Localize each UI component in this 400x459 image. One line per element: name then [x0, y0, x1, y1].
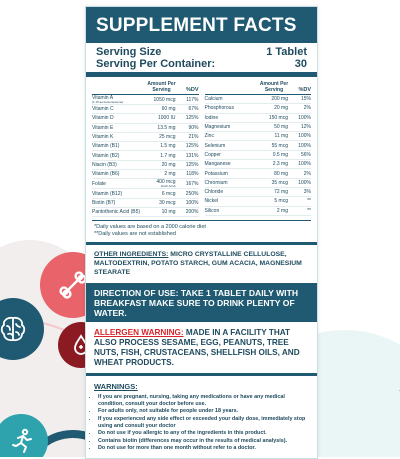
nutrient-amount: 1000 IU — [157, 115, 176, 122]
nutrient-amount: 2 mg — [164, 171, 176, 178]
nutrient-dv: 90% — [188, 124, 199, 131]
nutrient-row — [92, 105, 199, 114]
warning-item: • Do not use for more than one month without refer to a doctor. — [98, 445, 309, 452]
nutrient-dv: 125% — [185, 161, 199, 168]
nutrient-row — [92, 170, 199, 179]
header-dv: %DV — [185, 86, 199, 93]
nutrient-name: Magnesium — [204, 124, 231, 131]
nutrient-name-cell — [92, 200, 145, 206]
nutrient-name: Folate — [92, 180, 106, 187]
nutrient-name: Chloride — [204, 189, 224, 196]
nutrient-row — [92, 199, 199, 208]
nutrient-amount-cell — [257, 161, 291, 167]
nutrient-dv: 56% — [300, 151, 311, 158]
other-ingredients-label: OTHER INGREDIENTS: — [94, 251, 169, 259]
nutrient-row — [92, 124, 199, 133]
nutrient-dv: 200% — [185, 209, 199, 216]
nutrient-dv: 2% — [303, 170, 311, 177]
nutrient-name: Vitamin (B1) — [92, 143, 120, 150]
nutrient-amount: 80 mg — [274, 170, 288, 177]
nutrient-amount-cell — [257, 115, 291, 121]
nutrient-amount-cell — [257, 171, 291, 177]
footnotes — [92, 220, 311, 238]
nutrient-dv: 2% — [303, 105, 311, 112]
nutrient-row — [92, 208, 199, 217]
nutrient-name: Vitamin C — [92, 106, 114, 113]
nutrient-name: Chromium — [204, 179, 228, 186]
nutrient-amount-cell — [257, 105, 291, 111]
nutrient-name-cell — [92, 153, 145, 159]
label-title: SUPPLEMENT FACTS — [86, 7, 317, 43]
nutrient-row — [205, 104, 312, 113]
header-dv: %DV — [298, 86, 311, 93]
nutrient-name: Vitamin D — [92, 115, 114, 122]
nutrient-row — [205, 197, 312, 206]
nutrient-amount-cell — [145, 134, 179, 140]
nutrient-row — [92, 189, 199, 198]
other-ingredients-text: MICRO CRYSTALLINE CELLULOSE, MALTODEXTRIN, POTATO STARCH, GUM ACACIA, MAGNESIUM STEARATE — [94, 251, 302, 277]
nutrient-amount: 150 mcg — [268, 114, 288, 121]
nutrient-dv: 125% — [185, 143, 199, 150]
nutrient-column-left — [92, 79, 199, 217]
nutrient-name-cell — [205, 161, 258, 167]
serving-size-row — [86, 43, 317, 58]
nutrient-dv: 100% — [298, 114, 311, 121]
nutrient-name-cell — [205, 143, 258, 149]
nutrient-row — [92, 151, 199, 160]
nutrient-name-cell — [92, 115, 145, 121]
footnote-daily-values: *Daily values are based on a 2000 calorie diet — [94, 224, 206, 231]
nutrient-row — [205, 160, 312, 169]
nutrient-dv: 118% — [186, 171, 199, 178]
nutrient-row — [205, 179, 312, 188]
nutrient-dv: 100% — [185, 199, 199, 206]
nutrient-amount: 10 mg — [161, 209, 176, 216]
nutrient-name: Nickel — [204, 198, 219, 205]
nutrient-name-cell — [205, 124, 258, 130]
nutrient-dv: 100% — [298, 142, 311, 149]
nutrient-name: Vitamin (B6) — [92, 171, 120, 178]
nutrient-name: Silicon — [204, 207, 220, 214]
nutrient-amount: 55 mcg — [271, 142, 288, 149]
nutrient-amount: 1.7 mg — [160, 152, 176, 159]
nutrient-amount-cell — [257, 189, 291, 195]
nutrient-name: Manganese — [204, 161, 231, 168]
nutrient-dv: ** — [307, 198, 311, 205]
nutrient-amount: 2 mg — [276, 207, 288, 214]
nutrient-amount: 30 mcg — [159, 199, 176, 206]
nutrient-dv: 117% — [186, 96, 199, 103]
nutrient-name: Selenium — [204, 142, 226, 149]
nutrient-name: Vitamin A — [92, 95, 114, 101]
warnings-title: WARNINGS: — [94, 382, 138, 392]
nutrient-row — [205, 123, 312, 132]
nutrient-amount: 60 mg — [161, 106, 176, 113]
nutrient-row — [205, 114, 312, 123]
nutrient-dv: 131% — [185, 152, 199, 159]
allergen-warning-label: ALLERGEN WARNING: — [94, 328, 184, 338]
nutrient-row — [92, 142, 199, 151]
nutrient-name: Biotin (B7) — [92, 199, 116, 206]
nutrient-amount: 11 mg — [274, 133, 288, 140]
nutrient-dv: 3% — [303, 189, 311, 196]
nutrient-amount: 1.5 mg — [160, 143, 176, 150]
nutrient-name: Copper — [204, 151, 221, 158]
nutrient-columns — [86, 77, 317, 217]
nutrient-subnote: (Folic Acid) — [160, 184, 176, 189]
nutrient-row — [205, 95, 312, 104]
nutrient-name-cell — [92, 143, 145, 149]
nutrient-amount-cell — [145, 191, 179, 197]
nutrient-name-cell — [205, 105, 258, 111]
nutrient-row — [205, 169, 312, 178]
nutrient-dv: 167% — [185, 180, 199, 187]
nutrient-amount-cell — [145, 143, 179, 149]
nutrient-amount-cell — [145, 97, 179, 103]
nutrient-name-cell — [92, 162, 145, 168]
nutrient-amount: 5 mcg — [274, 198, 288, 205]
nutrient-name-cell — [205, 198, 258, 204]
nutrient-row — [205, 141, 312, 150]
allergen-warning-text: MADE IN A FACILITY THAT ALSO PROCESS SESAME, EGG, PEANUTS, TREE NUTS, FISH, CRUSTACEANS, SHELLFISH OILS, AND WHEAT PRODUCTS. — [94, 328, 300, 368]
nutrient-amount-cell — [257, 143, 291, 149]
nutrient-amount: 200 mg — [271, 96, 288, 103]
nutrient-amount-cell — [145, 162, 179, 168]
servings-per-container-value: 30 — [294, 58, 307, 70]
nutrient-name: Vitamin E — [92, 124, 114, 131]
nutrient-dv: 21% — [188, 134, 199, 141]
nutrient-dv: ** — [307, 207, 311, 214]
servings-per-container-label: Serving Per Container: — [96, 58, 216, 70]
nutrient-name-cell — [205, 96, 258, 102]
nutrient-amount-cell — [145, 115, 179, 121]
nutrient-name-cell — [205, 152, 258, 158]
nutrient-name: Pantothenic Acid (B5) — [92, 209, 141, 216]
nutrient-name-cell — [92, 106, 145, 112]
nutrient-amount-cell — [145, 153, 179, 159]
nutrient-name: Vitamin K — [92, 134, 114, 141]
nutrient-amount-cell — [257, 180, 291, 186]
warning-item: • If you experienced any side effect or exceeded your daily dose, immediately stop using and consult your doctor — [98, 416, 309, 429]
warning-item: • Do not use if you allergic to any of the ingredients in this product. — [98, 430, 309, 437]
nutrient-name-cell — [205, 115, 258, 121]
column-header — [92, 79, 199, 95]
warning-item: • For adults only, not suitable for people under 18 years. — [98, 408, 309, 415]
nutrient-amount-cell — [257, 198, 291, 204]
nutrient-name-cell — [92, 209, 145, 215]
nutrient-name: Iodine — [204, 114, 219, 121]
nutrient-row — [92, 161, 199, 170]
nutrient-subnote: (1.15 as beta-carotene) — [92, 100, 124, 104]
serving-size-label: Serving Size — [96, 46, 162, 58]
nutrient-name: Phosphorous — [204, 105, 234, 112]
nutrient-amount: 25 mcg — [159, 134, 176, 141]
header-amount: Amount Per Serving — [147, 81, 176, 93]
nutrient-name: Zinc — [204, 133, 214, 140]
footnote-not-established: **Daily values are not established — [94, 231, 176, 238]
nutrient-name-cell — [92, 191, 145, 197]
nutrient-name-cell — [92, 171, 145, 177]
allergen-warning — [86, 322, 317, 376]
nutrient-amount: 35 mcg — [271, 179, 288, 186]
nutrient-row — [92, 133, 199, 142]
serving-size-value: 1 Tablet — [266, 46, 307, 58]
nutrient-row — [205, 151, 312, 160]
nutrient-row — [205, 207, 312, 216]
nutrient-amount: 20 mg — [274, 105, 288, 112]
nutrient-amount-cell — [145, 106, 179, 112]
nutrient-name: Niacin (B3) — [92, 161, 117, 168]
nutrient-amount-cell — [145, 209, 179, 215]
nutrient-amount-cell — [257, 124, 291, 130]
nutrient-name-cell — [205, 133, 258, 139]
nutrient-name: Potassium — [204, 170, 228, 177]
nutrient-amount: 6 mcg — [161, 190, 176, 197]
warning-item: • If you are pregnant, nursing, taking any medications or have any medical condition, consult your doctor before use. — [98, 394, 309, 407]
nutrient-dv: 100% — [298, 133, 311, 140]
nutrient-amount: 1050 mcg — [153, 96, 176, 103]
nutrient-row — [205, 132, 312, 141]
nutrient-row — [92, 95, 199, 105]
nutrient-name: Calcium — [204, 96, 223, 103]
warning-item: • Contains biotin (differences may occur in the results of medical analysis). — [98, 438, 309, 445]
nutrient-name-cell — [92, 181, 145, 187]
nutrient-name: Vitamin (B12) — [92, 190, 123, 197]
other-ingredients — [86, 242, 317, 277]
nutrient-amount: 50 mg — [274, 124, 288, 131]
nutrient-name-cell — [92, 134, 145, 140]
nutrient-row — [205, 188, 312, 197]
nutrient-dv: 67% — [188, 106, 199, 113]
nutrient-name-cell — [205, 171, 258, 177]
nutrient-amount: 13.5 mg — [157, 124, 176, 131]
warnings-list — [86, 394, 317, 452]
nutrient-amount: 400 mcg — [156, 179, 176, 186]
nutrient-dv: 15% — [300, 96, 311, 103]
nutrient-amount: 72 mg — [274, 189, 288, 196]
nutrient-row — [92, 179, 199, 189]
nutrient-name: Vitamin (B2) — [92, 152, 120, 159]
nutrient-amount-cell — [257, 133, 291, 139]
nutrient-amount-cell — [257, 208, 291, 214]
nutrient-amount: 2.3 mg — [272, 161, 288, 168]
nutrient-dv: 100% — [298, 161, 311, 168]
nutrient-name-cell — [205, 208, 258, 214]
nutrient-row — [92, 114, 199, 123]
nutrient-dv: 100% — [298, 179, 311, 186]
header-amount: Amount Per Serving — [259, 81, 289, 93]
nutrient-amount: 20 mg — [161, 161, 176, 168]
nutrient-amount-cell — [257, 152, 291, 158]
servings-per-container-row — [86, 58, 317, 70]
nutrient-amount-cell — [145, 125, 179, 131]
nutrient-amount-cell — [145, 179, 179, 188]
nutrient-amount-cell — [145, 171, 179, 177]
nutrient-dv: 125% — [185, 115, 199, 122]
nutrient-dv: 250% — [185, 190, 199, 197]
nutrient-column-right — [205, 79, 312, 217]
supplement-facts-label — [85, 6, 318, 459]
column-header — [205, 79, 312, 95]
nutrient-name-cell — [92, 125, 145, 131]
direction-of-use: DIRECTION OF USE: TAKE 1 TABLET DAILY WITH BREAKFAST MAKE SURE TO DRINK PLENTY OF WATER. — [86, 283, 317, 322]
nutrient-dv: 12% — [300, 124, 311, 131]
nutrient-amount-cell — [145, 200, 179, 206]
nutrient-name-cell — [205, 189, 258, 195]
nutrient-amount-cell — [257, 96, 291, 102]
nutrient-amount: 0.5 mg — [272, 151, 288, 158]
nutrient-name-cell — [92, 95, 145, 104]
nutrient-name-cell — [205, 180, 258, 186]
